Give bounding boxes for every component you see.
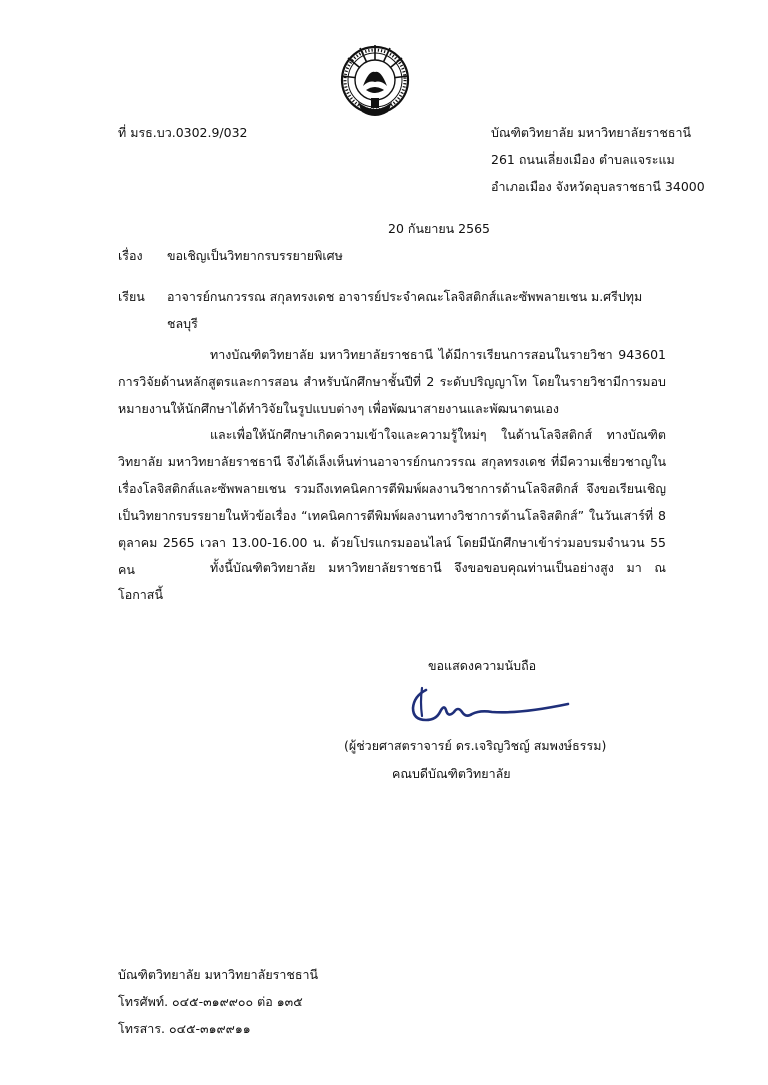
body-paragraph-1: ทางบัณฑิตวิทยาลัย มหาวิทยาลัยราชธานี ได้มีการเรียนการสอนในรายวิชา 943601 การวิจัยด้านหลักสูตรและการสอน สำหรับนักศึกษาชั้นปีที่ 2 ระดับปริญญาโท โดยในรายวิชามีการมอบหมายงานให้นักศึกษาได้ทำวิจัยในรูปแบบต่างๆ เพื่อพัฒนาสายงานและพัฒนาตนเอง [118,347,666,416]
body-paragraph-2: และเพื่อให้นักศึกษาเกิดความเข้าใจและความรู้ใหม่ๆ ในด้านโลจิสติกส์ ทางบัณฑิตวิทยาลัย มหาวิทยาลัยราชธานี จึงได้เล็งเห็นท่านอาจารย์กนกวรรณ สกุลทรงเดช ที่มีความเชี่ยวชาญในเรื่องโลจิสติกส์และซัพพลายเชน รวมถึงเทคนิคการตีพิมพ์ผลงานวิชาการด้านโลจิสติกส์ จึงขอเรียนเชิญเป็นวิทยากรบรรยายในหัวข้อเรื่อง “เทคนิคการตีพิมพ์ผลงานทางวิชาการด้านโลจิสติกส์” ในวันเสาร์ที่ 8 ตุลาคม 2565 เวลา 13.00-16.00 น. ด้วยโปรแกรมออนไลน์ โดยมีนักศึกษาเข้าร่วมอบรมจำนวน 55 คน [118,427,666,577]
signer-title: คณบดีบัณฑิตวิทยาลัย [392,766,511,781]
letter-date: 20 กันยายน 2565 [388,221,490,236]
subject-label: เรื่อง [118,248,143,263]
recipient-line-1: อาจารย์กนกวรรณ สกุลทรงเดช อาจารย์ประจำคณะโลจิสติกส์และซัพพลายเชน ม.ศรีปทุม [167,289,643,304]
body-paragraph-3: ทั้งนี้บัณฑิตวิทยาลัย มหาวิทยาลัยราชธานี จึงขอขอบคุณท่านเป็นอย่างสูง มา ณ โอกาสนี้ [118,560,666,602]
address-line-2: 261 ถนนเลี่ยงเมือง ตำบลแจระแม [491,152,675,167]
address-line-3: อำเภอเมือง จังหวัดอุบลราชธานี 34000 [491,179,705,194]
subject-text: ขอเชิญเป็นวิทยากรบรรยายพิเศษ [167,248,343,263]
reference-number: ที่ มรธ.บว.0302.9/032 [118,125,248,140]
signer-name: (ผู้ช่วยศาสตราจารย์ ดร.เจริญวิชญ์ สมพงษ์ธรรม) [344,738,607,753]
recipient-line-2: ชลบุรี [167,316,198,331]
closing-salutation: ขอแสดงความนับถือ [428,658,537,673]
address-line-1: บัณฑิตวิทยาลัย มหาวิทยาลัยราชธานี [491,125,692,140]
footer-fax: โทรสาร. ๐๔๕-๓๑๙๙๑๑ [118,1021,251,1036]
handwritten-signature [400,682,570,730]
footer-phone: โทรศัพท์. ๐๔๕-๓๑๙๙๐๐ ต่อ ๑๓๕ [118,994,303,1009]
footer-organization: บัณฑิตวิทยาลัย มหาวิทยาลัยราชธานี [118,967,319,982]
university-seal-icon [338,42,412,122]
recipient-label: เรียน [118,289,145,304]
